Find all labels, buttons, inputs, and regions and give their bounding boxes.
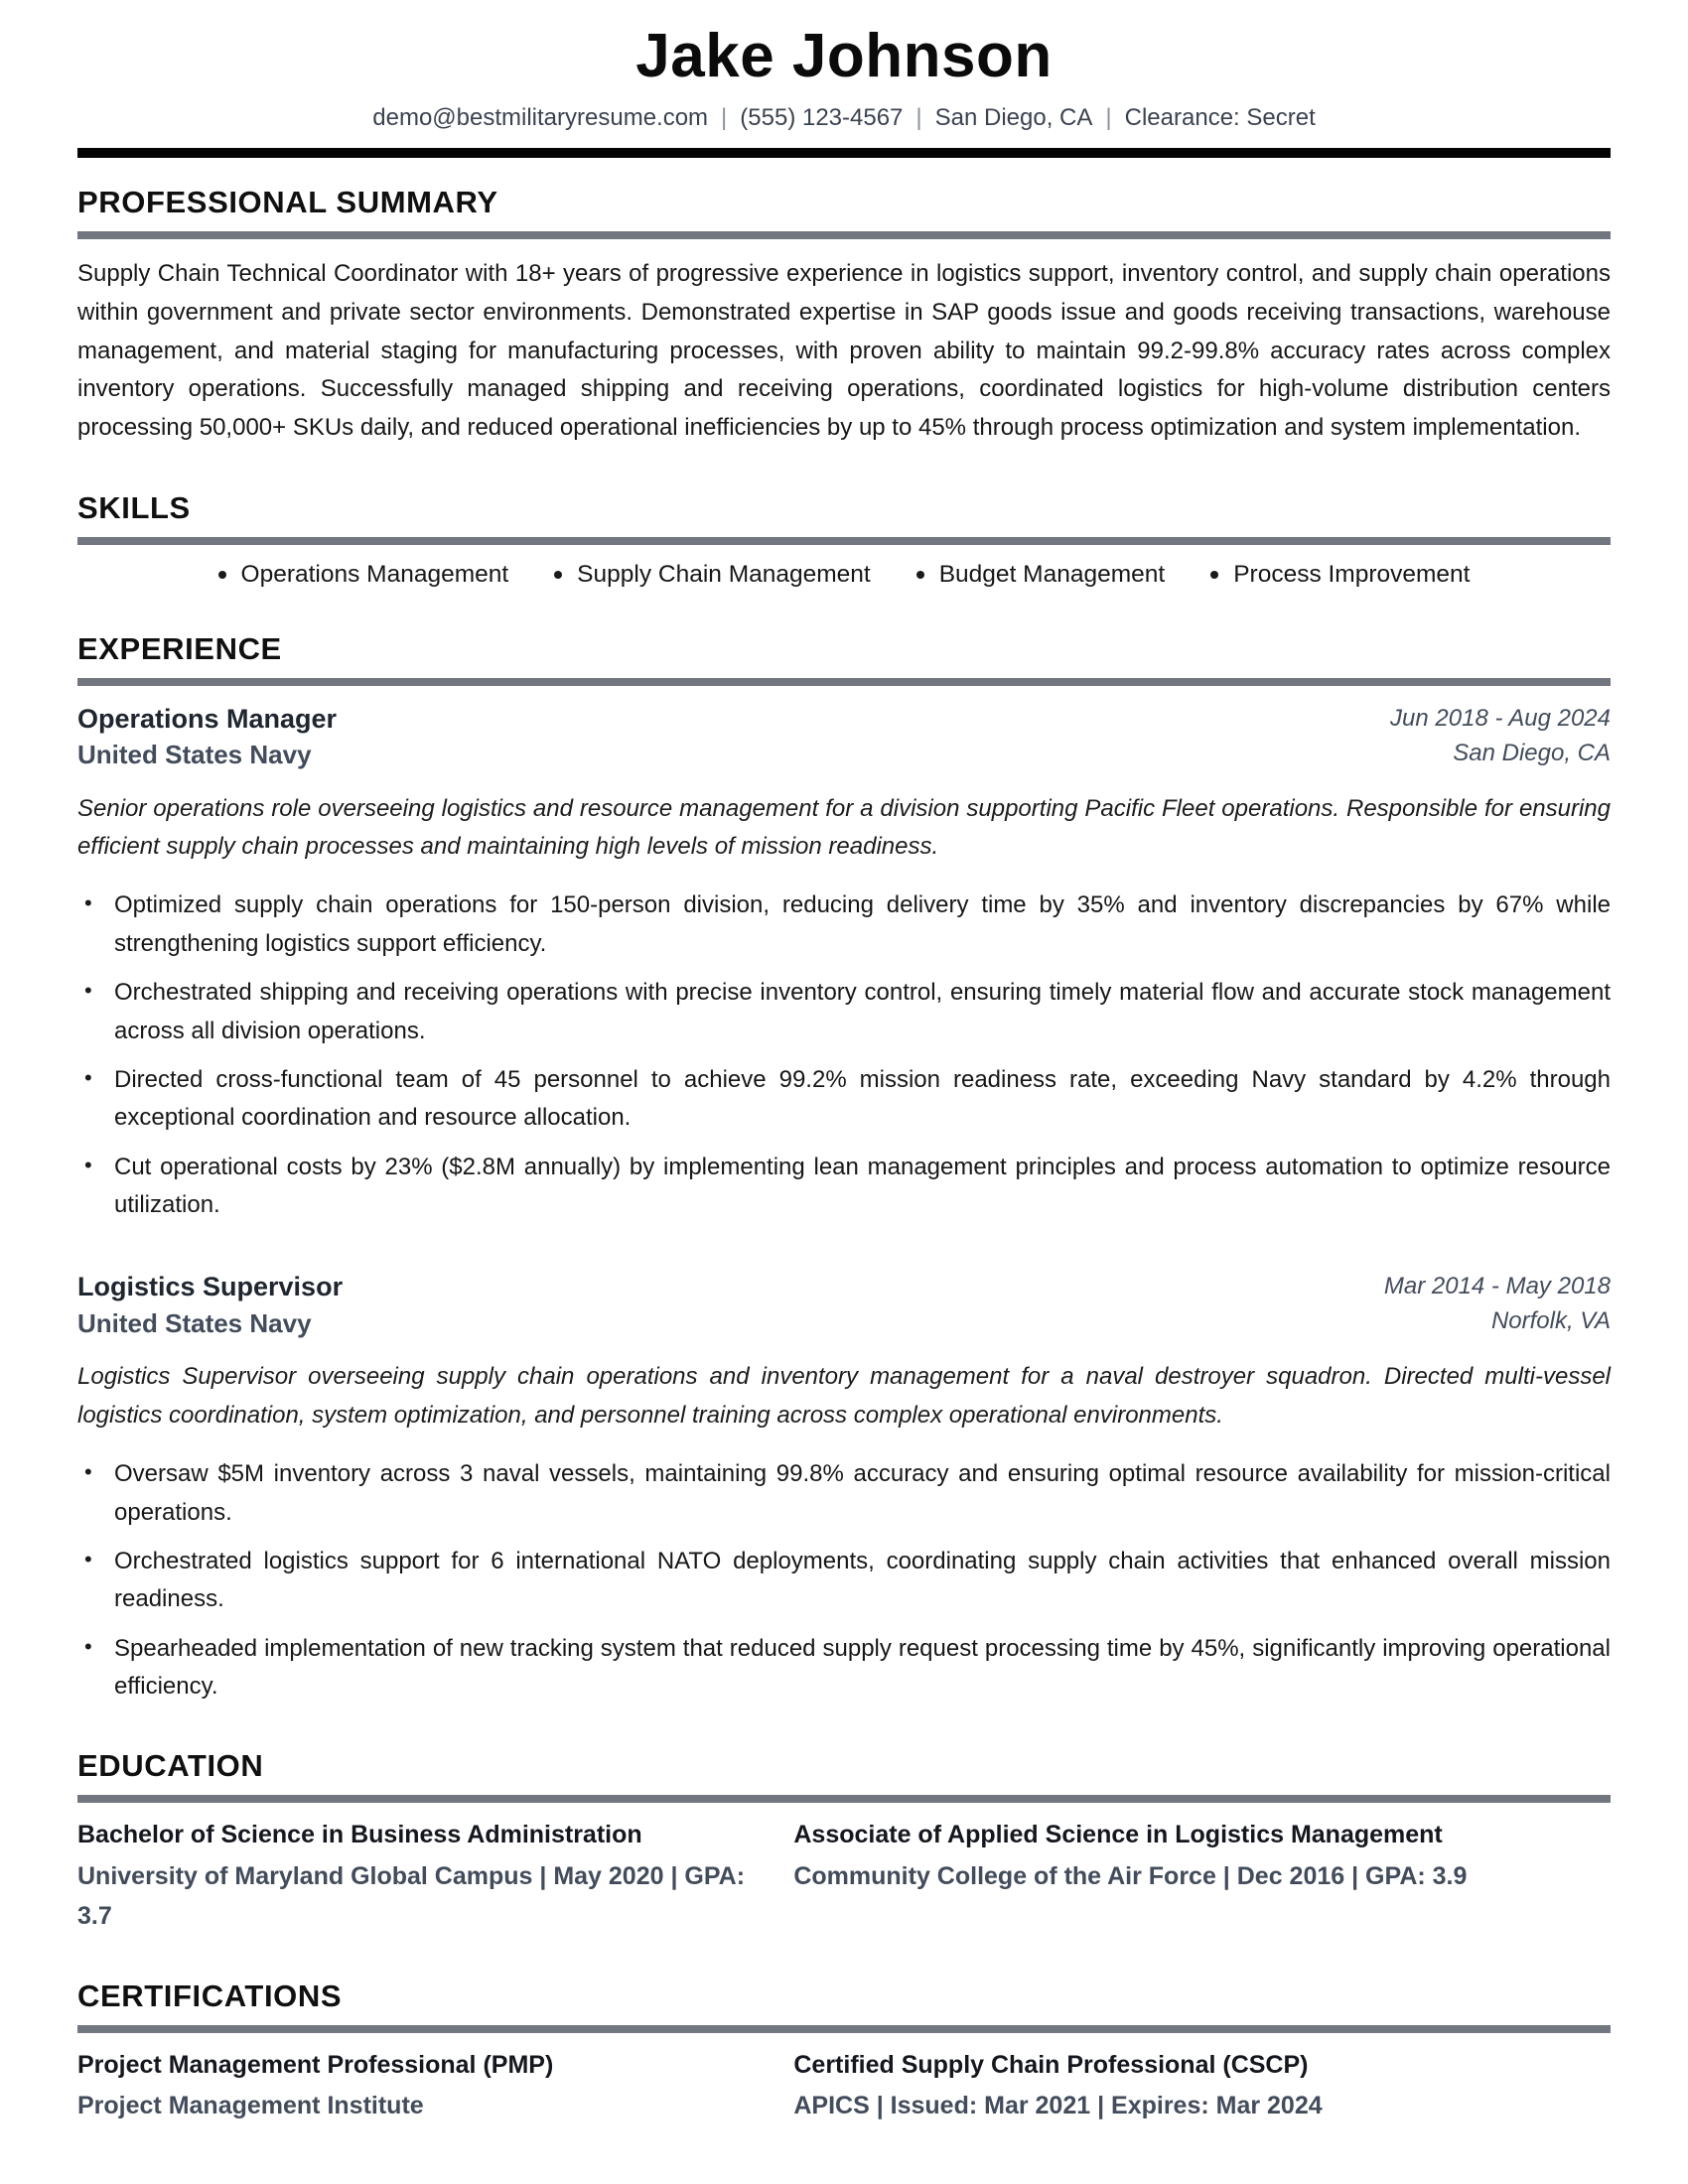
bullet-dot-icon [916,571,924,579]
skill-label: Process Improvement [1233,560,1471,588]
job-bullet-item: • Cut operational costs by 23% ($2.8M annually) by implementing lean management principles and process automation to optimize resource utilization. [77,1149,1611,1225]
candidate-name: Jake Johnson [635,22,1053,90]
section-education [77,1747,1611,1936]
job-role: Logistics Supervisor [77,1272,344,1302]
job-title-block [77,702,337,772]
section-skills [77,489,1611,589]
header-divider-rule [77,148,1611,158]
resume-header [77,18,1611,158]
skill-label: Budget Management [938,560,1166,588]
certification-details: Project Management Institute [77,2092,424,2120]
skills-section-title: SKILLS [77,490,191,526]
job-bullet-item: • Optimized supply chain operations for 150-person division, reducing delivery time by 35% and inventory discrepancies by 67% while strengthening logistics support efficiency. [77,887,1611,963]
contact-separator: | [1105,103,1112,131]
section-professional-summary [77,184,1611,448]
job-location: Norfolk, VA [1490,1307,1611,1335]
section-underline [77,537,1611,545]
skill-item [1210,561,1470,589]
bullet-dot-icon [1210,571,1218,579]
job-title-block [77,1270,343,1340]
education-entry [77,1819,752,1936]
education-grid [77,1819,1611,1936]
section-underline [77,678,1611,686]
contact-location: San Diego, CA [934,103,1093,131]
certification-entry [793,2049,1611,2126]
job-meta-block [1384,1270,1611,1339]
experience-section-title: EXPERIENCE [77,630,282,666]
skill-label: Supply Chain Management [577,560,871,588]
job-bullet-item: • Spearheaded implementation of new tracking system that reduced supply request processing time by 45%, significantly improving operational efficiency. [77,1630,1611,1706]
summary-section-title: PROFESSIONAL SUMMARY [77,185,498,220]
education-degree: Associate of Applied Science in Logistics Management [793,1821,1443,1849]
contact-line [77,101,1611,135]
job-bullet-item: • Orchestrated logistics support for 6 international NATO deployments, coordinating supply chain activities that enhanced overall mission readiness. [77,1543,1611,1619]
job-bullet-list [77,887,1611,1224]
job-header [77,702,1611,772]
job-bullet-list [77,1455,1611,1706]
job-header [77,1270,1611,1340]
skill-label: Operations Management [240,560,509,588]
certification-details: APICS | Issued: Mar 2021 | Expires: Mar 2024 [793,2092,1323,2120]
contact-separator: | [721,103,728,131]
section-certifications [77,1978,1611,2126]
job-bullet-item: • Oversaw $5M inventory across 3 naval vessels, maintaining 99.8% accuracy and ensuring optimal resource availability for mission-critical operations. [77,1455,1611,1532]
certification-entry [77,2049,752,2126]
job-dates: Mar 2014 - May 2018 [1383,1273,1611,1300]
job-role: Operations Manager [77,703,338,734]
job-entry [77,1270,1611,1706]
section-underline [77,1795,1611,1803]
skill-item [916,561,1165,589]
education-details: University of Maryland Global Campus | May 2020 | GPA: 3.7 [77,1861,746,1930]
job-company: United States Navy [77,739,312,769]
certification-name: Project Management Professional (PMP) [77,2050,554,2079]
summary-text: Supply Chain Technical Coordinator with 18+ years of progressive experience in logistics support, inventory control, and supply chain operations within government and private sector environments. Demonstrated expertise in SAP goods issue and goods receiving transactions, warehouse management, and material staging for manufacturing processes, with proven ability to maintain 99.2-99.8% accuracy rates across complex inventory operations. Successfully managed shipping and receiving operations, coordinated logistics for high-volume distribution centers processing 50,000+ SKUs daily, and reduced operational inefficiencies by up to 45% through process optimization and system implementation. [77,259,1611,442]
skill-item [218,561,509,589]
contact-clearance: Clearance: Secret [1124,103,1316,131]
job-bullet-item: • Directed cross-functional team of 45 personnel to achieve 99.2% mission readiness rate, exceeding Navy standard by 4.2% through exceptional coordination and resource allocation. [77,1061,1611,1138]
job-location: San Diego, CA [1453,739,1611,766]
job-company: United States Navy [77,1307,312,1338]
certification-name: Certified Supply Chain Professional (CSCP) [793,2050,1309,2079]
education-entry [793,1819,1611,1936]
education-details: Community College of the Air Force | Dec 2016 | GPA: 3.9 [793,1861,1468,1890]
skill-item [554,561,871,589]
job-description: Senior operations role overseeing logistics and resource management for a division supporting Pacific Fleet operations. Responsible for ensuring efficient supply chain processes and maintaining high levels of mission readiness. [77,794,1611,861]
skills-list [77,561,1611,589]
contact-separator: | [915,103,922,131]
section-underline [77,2025,1611,2033]
education-section-title: EDUCATION [77,1748,264,1784]
section-underline [77,231,1611,239]
job-bullet-item: • Orchestrated shipping and receiving operations with precise inventory control, ensuring timely material flow and accurate stock management across all division operations. [77,974,1611,1050]
job-dates: Jun 2018 - Aug 2024 [1390,704,1611,732]
job-description: Logistics Supervisor overseeing supply chain operations and inventory management for a naval destroyer squadron. Directed multi-vessel logistics coordination, system optimization, and personnel training across complex operational environments. [77,1363,1611,1430]
bullet-dot-icon [218,571,226,579]
certifications-section-title: CERTIFICATIONS [77,1978,343,2013]
job-entry [77,702,1611,1225]
bullet-dot-icon [554,571,562,579]
job-meta-block [1390,702,1611,771]
education-degree: Bachelor of Science in Business Administration [77,1821,642,1849]
certifications-grid [77,2049,1611,2126]
section-experience [77,630,1611,1706]
contact-phone: (555) 123-4567 [740,103,904,131]
contact-email: demo@bestmilitaryresume.com [372,103,709,131]
